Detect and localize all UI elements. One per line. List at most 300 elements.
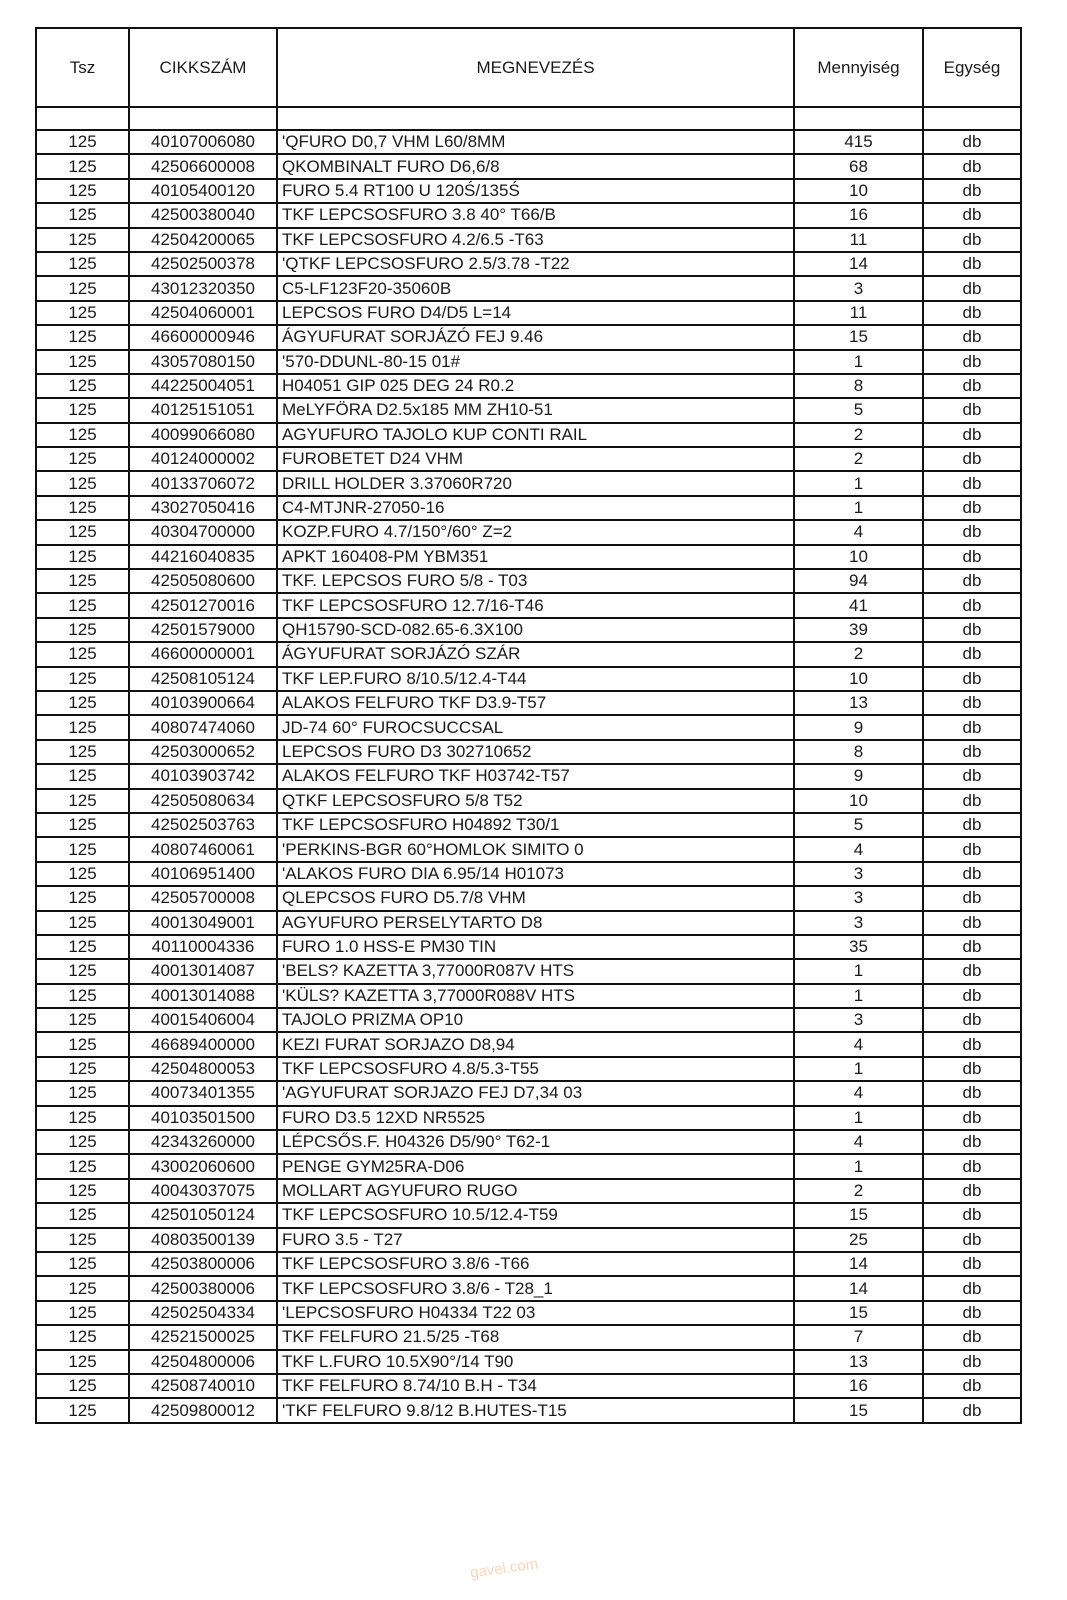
cell-cikkszam: 42503000652 <box>129 740 277 764</box>
cell-egyseg: db <box>923 1008 1021 1032</box>
table-row <box>36 813 1021 837</box>
cell-megnevezes: TAJOLO PRIZMA OP10 <box>277 1008 794 1032</box>
cell-megnevezes: MOLLART AGYUFURO RUGO <box>277 1179 794 1203</box>
cell-cikkszam: 40304700000 <box>129 520 277 544</box>
cell-cikkszam: 42503800006 <box>129 1252 277 1276</box>
cell-mennyiseg: 1 <box>794 984 923 1008</box>
cell-egyseg: db <box>923 496 1021 520</box>
cell-egyseg: db <box>923 618 1021 642</box>
cell-megnevezes: JD-74 60° FUROCSUCCSAL <box>277 715 794 739</box>
cell-cikkszam: 40103501500 <box>129 1106 277 1130</box>
table-row <box>36 447 1021 471</box>
cell-tsz: 125 <box>36 520 129 544</box>
table-row <box>36 740 1021 764</box>
cell-mennyiseg: 2 <box>794 447 923 471</box>
cell-egyseg: db <box>923 959 1021 983</box>
cell-mennyiseg: 8 <box>794 374 923 398</box>
cell-megnevezes: LEPCSOS FURO D4/D5 L=14 <box>277 301 794 325</box>
cell-egyseg: db <box>923 1374 1021 1398</box>
cell-tsz: 125 <box>36 545 129 569</box>
cell-megnevezes: ALAKOS FELFURO TKF D3.9-T57 <box>277 691 794 715</box>
cell-tsz: 125 <box>36 325 129 349</box>
cell-tsz: 125 <box>36 1228 129 1252</box>
cell-egyseg: db <box>923 642 1021 666</box>
cell-tsz: 125 <box>36 1252 129 1276</box>
cell-mennyiseg: 94 <box>794 569 923 593</box>
cell-egyseg: db <box>923 862 1021 886</box>
cell-egyseg: db <box>923 398 1021 422</box>
cell-megnevezes: APKT 160408-PM YBM351 <box>277 545 794 569</box>
cell-tsz: 125 <box>36 569 129 593</box>
cell-egyseg: db <box>923 423 1021 447</box>
cell-megnevezes: 'QTKF LEPCSOSFURO 2.5/3.78 -T22 <box>277 252 794 276</box>
cell-egyseg: db <box>923 1032 1021 1056</box>
cell-egyseg: db <box>923 154 1021 178</box>
cell-tsz: 125 <box>36 813 129 837</box>
table-row <box>36 642 1021 666</box>
header-egyseg: Egység <box>923 28 1021 107</box>
cell-cikkszam: 44225004051 <box>129 374 277 398</box>
cell-megnevezes: QKOMBINALT FURO D6,6/8 <box>277 154 794 178</box>
cell-tsz: 125 <box>36 350 129 374</box>
cell-tsz: 125 <box>36 447 129 471</box>
cell-tsz: 125 <box>36 1301 129 1325</box>
cell-cikkszam: 42502503763 <box>129 813 277 837</box>
cell-megnevezes: AGYUFURO TAJOLO KUP CONTI RAIL <box>277 423 794 447</box>
cell-megnevezes: ALAKOS FELFURO TKF H03742-T57 <box>277 764 794 788</box>
cell-egyseg: db <box>923 667 1021 691</box>
cell-mennyiseg: 10 <box>794 667 923 691</box>
cell-megnevezes: KOZP.FURO 4.7/150°/60° Z=2 <box>277 520 794 544</box>
cell-egyseg: db <box>923 1252 1021 1276</box>
cell-cikkszam: 42506600008 <box>129 154 277 178</box>
cell-megnevezes: LÉPCSŐS.F. H04326 D5/90° T62-1 <box>277 1130 794 1154</box>
cell-tsz: 125 <box>36 1154 129 1178</box>
cell-tsz: 125 <box>36 1325 129 1349</box>
cell-egyseg: db <box>923 520 1021 544</box>
cell-egyseg: db <box>923 1057 1021 1081</box>
cell-cikkszam: 46600000001 <box>129 642 277 666</box>
table-row <box>36 301 1021 325</box>
table-row <box>36 667 1021 691</box>
cell-tsz: 125 <box>36 911 129 935</box>
table-row <box>36 715 1021 739</box>
cell-cikkszam: 42502504334 <box>129 1301 277 1325</box>
table-row <box>36 423 1021 447</box>
table-row <box>36 1301 1021 1325</box>
table-row <box>36 764 1021 788</box>
cell-cikkszam: 42521500025 <box>129 1325 277 1349</box>
watermark: gavel.com <box>469 1555 540 1582</box>
cell-megnevezes: QLEPCSOS FURO D5.7/8 VHM <box>277 886 794 910</box>
table-row <box>36 1276 1021 1300</box>
cell-tsz: 125 <box>36 837 129 861</box>
cell-cikkszam: 40105400120 <box>129 179 277 203</box>
cell-mennyiseg: 16 <box>794 1374 923 1398</box>
header-megnevezes: MEGNEVEZÉS <box>277 28 794 107</box>
cell-mennyiseg: 15 <box>794 1203 923 1227</box>
cell-cikkszam: 43057080150 <box>129 350 277 374</box>
cell-tsz: 125 <box>36 398 129 422</box>
cell-cikkszam: 42505080600 <box>129 569 277 593</box>
table-row <box>36 618 1021 642</box>
cell-mennyiseg: 2 <box>794 423 923 447</box>
table-row <box>36 471 1021 495</box>
cell-mennyiseg: 1 <box>794 959 923 983</box>
table-row <box>36 1203 1021 1227</box>
cell-megnevezes: QH15790-SCD-082.65-6.3X100 <box>277 618 794 642</box>
cell-mennyiseg: 4 <box>794 1130 923 1154</box>
cell-tsz: 125 <box>36 984 129 1008</box>
cell-tsz: 125 <box>36 1106 129 1130</box>
cell-mennyiseg: 3 <box>794 911 923 935</box>
cell-egyseg: db <box>923 764 1021 788</box>
cell-megnevezes: TKF FELFURO 21.5/25 -T68 <box>277 1325 794 1349</box>
cell-cikkszam: 42504060001 <box>129 301 277 325</box>
cell-cikkszam: 42501050124 <box>129 1203 277 1227</box>
cell-tsz: 125 <box>36 593 129 617</box>
cell-tsz: 125 <box>36 471 129 495</box>
cell-megnevezes: MeLYFÖRA D2.5x185 MM ZH10-51 <box>277 398 794 422</box>
cell-mennyiseg: 15 <box>794 1398 923 1422</box>
blank-cell <box>129 107 277 130</box>
cell-tsz: 125 <box>36 496 129 520</box>
cell-egyseg: db <box>923 350 1021 374</box>
cell-mennyiseg: 15 <box>794 1301 923 1325</box>
table-row <box>36 1081 1021 1105</box>
table-row <box>36 837 1021 861</box>
cell-megnevezes: 'ALAKOS FURO DIA 6.95/14 H01073 <box>277 862 794 886</box>
cell-cikkszam: 42505080634 <box>129 789 277 813</box>
header-tsz: Tsz <box>36 28 129 107</box>
cell-egyseg: db <box>923 1106 1021 1130</box>
cell-mennyiseg: 10 <box>794 179 923 203</box>
cell-mennyiseg: 4 <box>794 1032 923 1056</box>
cell-egyseg: db <box>923 374 1021 398</box>
cell-cikkszam: 42500380040 <box>129 203 277 227</box>
cell-mennyiseg: 4 <box>794 1081 923 1105</box>
cell-megnevezes: FURO 1.0 HSS-E PM30 TIN <box>277 935 794 959</box>
cell-egyseg: db <box>923 569 1021 593</box>
cell-mennyiseg: 5 <box>794 398 923 422</box>
cell-egyseg: db <box>923 1179 1021 1203</box>
cell-megnevezes: ÁGYUFURAT SORJÁZÓ SZÁR <box>277 642 794 666</box>
cell-tsz: 125 <box>36 789 129 813</box>
cell-megnevezes: 'LEPCSOSFURO H04334 T22 03 <box>277 1301 794 1325</box>
table-row <box>36 398 1021 422</box>
table-row <box>36 1350 1021 1374</box>
cell-cikkszam: 42504800006 <box>129 1350 277 1374</box>
cell-egyseg: db <box>923 789 1021 813</box>
table-row <box>36 325 1021 349</box>
cell-egyseg: db <box>923 447 1021 471</box>
cell-mennyiseg: 3 <box>794 1008 923 1032</box>
table-row <box>36 350 1021 374</box>
blank-cell <box>277 107 794 130</box>
cell-megnevezes: FURO D3.5 12XD NR5525 <box>277 1106 794 1130</box>
table-row <box>36 154 1021 178</box>
cell-megnevezes: FUROBETET D24 VHM <box>277 447 794 471</box>
cell-megnevezes: 'KÜLS? KAZETTA 3,77000R088V HTS <box>277 984 794 1008</box>
cell-egyseg: db <box>923 911 1021 935</box>
cell-mennyiseg: 3 <box>794 276 923 300</box>
cell-mennyiseg: 3 <box>794 862 923 886</box>
cell-tsz: 125 <box>36 886 129 910</box>
cell-cikkszam: 42501579000 <box>129 618 277 642</box>
cell-megnevezes: TKF LEPCSOSFURO 10.5/12.4-T59 <box>277 1203 794 1227</box>
cell-tsz: 125 <box>36 252 129 276</box>
cell-egyseg: db <box>923 1081 1021 1105</box>
cell-cikkszam: 40807474060 <box>129 715 277 739</box>
cell-egyseg: db <box>923 593 1021 617</box>
table-row <box>36 1154 1021 1178</box>
cell-egyseg: db <box>923 252 1021 276</box>
cell-cikkszam: 46600000946 <box>129 325 277 349</box>
table-row <box>36 691 1021 715</box>
cell-mennyiseg: 1 <box>794 1057 923 1081</box>
cell-megnevezes: AGYUFURO PERSELYTARTO D8 <box>277 911 794 935</box>
blank-row <box>36 107 1021 130</box>
cell-cikkszam: 44216040835 <box>129 545 277 569</box>
cell-egyseg: db <box>923 203 1021 227</box>
blank-cell <box>36 107 129 130</box>
table-row <box>36 1374 1021 1398</box>
cell-cikkszam: 40106951400 <box>129 862 277 886</box>
cell-egyseg: db <box>923 886 1021 910</box>
cell-mennyiseg: 10 <box>794 789 923 813</box>
cell-mennyiseg: 35 <box>794 935 923 959</box>
cell-cikkszam: 43012320350 <box>129 276 277 300</box>
cell-tsz: 125 <box>36 1350 129 1374</box>
cell-megnevezes: TKF LEPCSOSFURO 3.8 40° T66/B <box>277 203 794 227</box>
cell-egyseg: db <box>923 1130 1021 1154</box>
cell-cikkszam: 42508105124 <box>129 667 277 691</box>
header-row <box>36 28 1021 107</box>
table-row <box>36 276 1021 300</box>
cell-tsz: 125 <box>36 1398 129 1422</box>
cell-egyseg: db <box>923 276 1021 300</box>
cell-cikkszam: 42500380006 <box>129 1276 277 1300</box>
cell-tsz: 125 <box>36 301 129 325</box>
cell-mennyiseg: 2 <box>794 642 923 666</box>
cell-tsz: 125 <box>36 959 129 983</box>
cell-cikkszam: 42502500378 <box>129 252 277 276</box>
cell-megnevezes: C4-MTJNR-27050-16 <box>277 496 794 520</box>
table-row <box>36 959 1021 983</box>
cell-megnevezes: LEPCSOS FURO D3 302710652 <box>277 740 794 764</box>
cell-egyseg: db <box>923 130 1021 154</box>
cell-egyseg: db <box>923 935 1021 959</box>
cell-cikkszam: 40110004336 <box>129 935 277 959</box>
table-row <box>36 569 1021 593</box>
cell-mennyiseg: 1 <box>794 1154 923 1178</box>
table-row <box>36 179 1021 203</box>
cell-egyseg: db <box>923 1276 1021 1300</box>
cell-egyseg: db <box>923 1398 1021 1422</box>
cell-egyseg: db <box>923 1154 1021 1178</box>
cell-megnevezes: KEZI FURAT SORJAZO D8,94 <box>277 1032 794 1056</box>
cell-cikkszam: 42501270016 <box>129 593 277 617</box>
cell-cikkszam: 40013014087 <box>129 959 277 983</box>
cell-megnevezes: TKF LEPCSOSFURO 4.8/5.3-T55 <box>277 1057 794 1081</box>
cell-tsz: 125 <box>36 618 129 642</box>
cell-egyseg: db <box>923 1350 1021 1374</box>
cell-cikkszam: 40807460061 <box>129 837 277 861</box>
table-row <box>36 374 1021 398</box>
cell-megnevezes: DRILL HOLDER 3.37060R720 <box>277 471 794 495</box>
cell-tsz: 125 <box>36 1032 129 1056</box>
table-row <box>36 520 1021 544</box>
table-row <box>36 1252 1021 1276</box>
cell-tsz: 125 <box>36 130 129 154</box>
cell-cikkszam: 40133706072 <box>129 471 277 495</box>
cell-egyseg: db <box>923 545 1021 569</box>
table-row <box>36 228 1021 252</box>
cell-cikkszam: 40103900664 <box>129 691 277 715</box>
cell-cikkszam: 40124000002 <box>129 447 277 471</box>
cell-cikkszam: 40043037075 <box>129 1179 277 1203</box>
cell-megnevezes: TKF LEPCSOSFURO H04892 T30/1 <box>277 813 794 837</box>
cell-cikkszam: 42504200065 <box>129 228 277 252</box>
cell-mennyiseg: 41 <box>794 593 923 617</box>
table-row <box>36 545 1021 569</box>
cell-tsz: 125 <box>36 1057 129 1081</box>
cell-mennyiseg: 10 <box>794 545 923 569</box>
cell-megnevezes: TKF FELFURO 8.74/10 B.H - T34 <box>277 1374 794 1398</box>
cell-megnevezes: TKF LEP.FURO 8/10.5/12.4-T44 <box>277 667 794 691</box>
blank-cell <box>923 107 1021 130</box>
cell-tsz: 125 <box>36 179 129 203</box>
table-row <box>36 593 1021 617</box>
cell-egyseg: db <box>923 1203 1021 1227</box>
cell-mennyiseg: 415 <box>794 130 923 154</box>
cell-mennyiseg: 5 <box>794 813 923 837</box>
cell-megnevezes: 'AGYUFURAT SORJAZO FEJ D7,34 03 <box>277 1081 794 1105</box>
cell-egyseg: db <box>923 1228 1021 1252</box>
table-row <box>36 862 1021 886</box>
cell-tsz: 125 <box>36 423 129 447</box>
cell-megnevezes: TKF. LEPCSOS FURO 5/8 - T03 <box>277 569 794 593</box>
table-row <box>36 1228 1021 1252</box>
cell-mennyiseg: 9 <box>794 764 923 788</box>
table-row <box>36 496 1021 520</box>
cell-cikkszam: 42504800053 <box>129 1057 277 1081</box>
cell-tsz: 125 <box>36 691 129 715</box>
cell-cikkszam: 43027050416 <box>129 496 277 520</box>
header-cikkszam: CIKKSZÁM <box>129 28 277 107</box>
cell-egyseg: db <box>923 301 1021 325</box>
cell-megnevezes: 'PERKINS-BGR 60°HOMLOK SIMITO 0 <box>277 837 794 861</box>
cell-mennyiseg: 11 <box>794 301 923 325</box>
cell-mennyiseg: 13 <box>794 1350 923 1374</box>
cell-mennyiseg: 16 <box>794 203 923 227</box>
cell-megnevezes: TKF LEPCSOSFURO 3.8/6 - T28_1 <box>277 1276 794 1300</box>
table-row <box>36 789 1021 813</box>
cell-megnevezes: TKF LEPCSOSFURO 3.8/6 -T66 <box>277 1252 794 1276</box>
cell-mennyiseg: 1 <box>794 471 923 495</box>
cell-egyseg: db <box>923 179 1021 203</box>
cell-egyseg: db <box>923 740 1021 764</box>
cell-mennyiseg: 1 <box>794 1106 923 1130</box>
cell-mennyiseg: 9 <box>794 715 923 739</box>
cell-egyseg: db <box>923 691 1021 715</box>
cell-megnevezes: FURO 5.4 RT100 U 120Ś/135Ś <box>277 179 794 203</box>
cell-cikkszam: 46689400000 <box>129 1032 277 1056</box>
cell-megnevezes: 'BELS? KAZETTA 3,77000R087V HTS <box>277 959 794 983</box>
cell-mennyiseg: 14 <box>794 252 923 276</box>
cell-tsz: 125 <box>36 935 129 959</box>
header-mennyiseg: Mennyiség <box>794 28 923 107</box>
cell-cikkszam: 42505700008 <box>129 886 277 910</box>
cell-egyseg: db <box>923 813 1021 837</box>
cell-megnevezes: 'TKF FELFURO 9.8/12 B.HUTES-T15 <box>277 1398 794 1422</box>
table-row <box>36 1008 1021 1032</box>
cell-tsz: 125 <box>36 276 129 300</box>
table-row <box>36 886 1021 910</box>
cell-tsz: 125 <box>36 764 129 788</box>
cell-mennyiseg: 4 <box>794 837 923 861</box>
cell-cikkszam: 43002060600 <box>129 1154 277 1178</box>
cell-cikkszam: 42508740010 <box>129 1374 277 1398</box>
cell-mennyiseg: 11 <box>794 228 923 252</box>
inventory-table <box>35 27 1022 1424</box>
cell-cikkszam: 40125151051 <box>129 398 277 422</box>
cell-tsz: 125 <box>36 1081 129 1105</box>
cell-mennyiseg: 1 <box>794 496 923 520</box>
cell-megnevezes: C5-LF123F20-35060B <box>277 276 794 300</box>
cell-tsz: 125 <box>36 374 129 398</box>
cell-megnevezes: QTKF LEPCSOSFURO 5/8 T52 <box>277 789 794 813</box>
cell-megnevezes: '570-DDUNL-80-15 01# <box>277 350 794 374</box>
cell-cikkszam: 42343260000 <box>129 1130 277 1154</box>
cell-megnevezes: ÁGYUFURAT SORJÁZÓ FEJ 9.46 <box>277 325 794 349</box>
cell-tsz: 125 <box>36 1374 129 1398</box>
cell-cikkszam: 40107006080 <box>129 130 277 154</box>
cell-megnevezes: H04051 GIP 025 DEG 24 R0.2 <box>277 374 794 398</box>
cell-cikkszam: 40013049001 <box>129 911 277 935</box>
cell-mennyiseg: 25 <box>794 1228 923 1252</box>
cell-tsz: 125 <box>36 715 129 739</box>
cell-mennyiseg: 4 <box>794 520 923 544</box>
cell-megnevezes: PENGE GYM25RA-D06 <box>277 1154 794 1178</box>
cell-egyseg: db <box>923 471 1021 495</box>
table-row <box>36 130 1021 154</box>
cell-mennyiseg: 68 <box>794 154 923 178</box>
cell-egyseg: db <box>923 228 1021 252</box>
cell-egyseg: db <box>923 837 1021 861</box>
cell-tsz: 125 <box>36 642 129 666</box>
cell-egyseg: db <box>923 1325 1021 1349</box>
cell-megnevezes: TKF LEPCSOSFURO 12.7/16-T46 <box>277 593 794 617</box>
cell-mennyiseg: 1 <box>794 350 923 374</box>
cell-tsz: 125 <box>36 862 129 886</box>
cell-egyseg: db <box>923 325 1021 349</box>
cell-cikkszam: 40103903742 <box>129 764 277 788</box>
cell-mennyiseg: 39 <box>794 618 923 642</box>
table-row <box>36 1032 1021 1056</box>
cell-cikkszam: 40803500139 <box>129 1228 277 1252</box>
cell-tsz: 125 <box>36 154 129 178</box>
cell-tsz: 125 <box>36 203 129 227</box>
table-row <box>36 984 1021 1008</box>
cell-tsz: 125 <box>36 228 129 252</box>
cell-egyseg: db <box>923 715 1021 739</box>
cell-mennyiseg: 14 <box>794 1252 923 1276</box>
cell-egyseg: db <box>923 1301 1021 1325</box>
blank-cell <box>794 107 923 130</box>
cell-tsz: 125 <box>36 1203 129 1227</box>
cell-tsz: 125 <box>36 740 129 764</box>
